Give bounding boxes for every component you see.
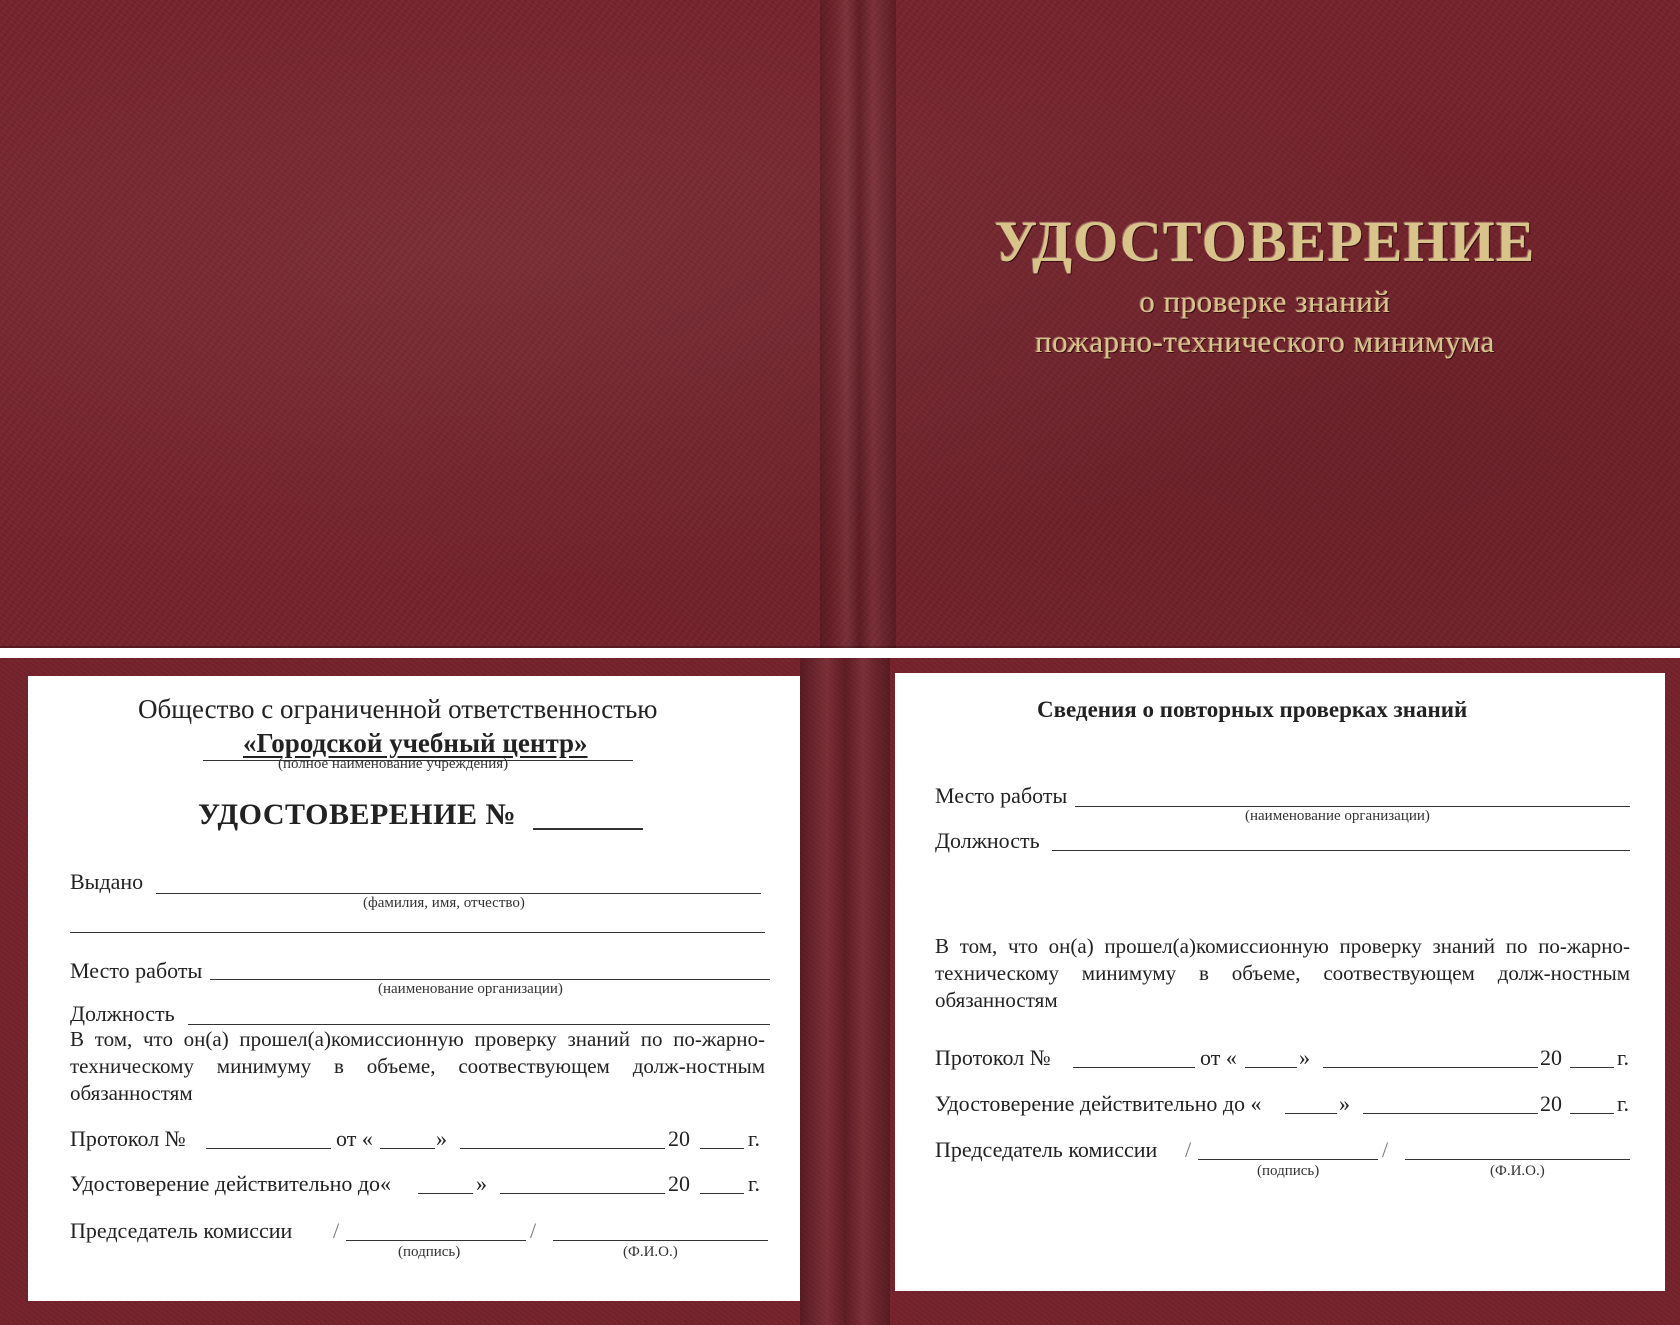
- right-page: [895, 673, 1665, 1291]
- right-protocol-year-suffix: г.: [1617, 1045, 1630, 1070]
- repeat-checks-heading: Сведения о повторных проверках знаний: [1037, 697, 1468, 722]
- right-workplace-label: Место работы: [935, 783, 1068, 808]
- right-valid-quote-close: »: [1339, 1091, 1350, 1116]
- right-protocol-day-field[interactable]: [1245, 1067, 1297, 1068]
- valid-year-field[interactable]: [700, 1193, 744, 1194]
- check-paragraph: В том, что он(а) прошел(а)комиссионную проверку знаний по по-жарно-техническому минимуму в объеме, соотвествующем долж-ностным обязанностям: [70, 1027, 765, 1105]
- cover-spine: [820, 0, 896, 648]
- left-page: [28, 676, 800, 1301]
- certificate-cover: [0, 0, 1680, 648]
- workplace-label: Место работы: [70, 958, 203, 983]
- right-check-paragraph: В том, что он(а) прошел(а)комиссионную проверку знаний по по-жарно-техническому минимуму в объеме, соотвествующем долж-ностным обязанностям: [935, 934, 1630, 1012]
- right-chairman-slash-2: /: [1382, 1137, 1389, 1162]
- protocol-number-field[interactable]: [206, 1148, 331, 1149]
- workplace-caption: (наименование организации): [378, 981, 563, 997]
- org-name: «Городской учебный центр»: [243, 728, 588, 758]
- right-protocol-year-prefix: 20: [1540, 1045, 1562, 1070]
- right-fio-caption: (Ф.И.О.): [1490, 1163, 1545, 1179]
- valid-year-prefix: 20: [668, 1171, 690, 1196]
- protocol-year-field[interactable]: [700, 1148, 744, 1149]
- doc-number-field[interactable]: [533, 828, 643, 830]
- valid-quote-close: »: [476, 1171, 487, 1196]
- right-protocol-year-field[interactable]: [1570, 1067, 1614, 1068]
- chairman-label: Председатель комиссии: [70, 1218, 293, 1243]
- right-valid-year-prefix: 20: [1540, 1091, 1562, 1116]
- right-position-label: Должность: [935, 828, 1040, 853]
- protocol-day-field[interactable]: [380, 1148, 435, 1149]
- issued-field[interactable]: [156, 893, 761, 894]
- chairman-signature-field[interactable]: [346, 1240, 526, 1241]
- right-valid-year-field[interactable]: [1570, 1113, 1614, 1114]
- inside-spine: [800, 658, 890, 1325]
- issued-caption: (фамилия, имя, отчество): [363, 895, 525, 911]
- right-chairman-label: Председатель комиссии: [935, 1137, 1158, 1162]
- cover-title: УДОСТОВЕРЕНИЕ: [994, 209, 1536, 274]
- protocol-label: Протокол №: [70, 1126, 186, 1151]
- valid-until-label: Удостоверение действительно до«: [70, 1171, 392, 1196]
- right-valid-month-field[interactable]: [1363, 1113, 1538, 1114]
- right-chairman-slash-1: /: [1185, 1137, 1192, 1162]
- workplace-field[interactable]: [210, 979, 770, 980]
- right-protocol-number-field[interactable]: [1073, 1067, 1195, 1068]
- protocol-quote-close: »: [436, 1126, 447, 1151]
- cover-title-block: [935, 210, 1595, 362]
- right-valid-until-label: Удостоверение действительно до «: [935, 1091, 1262, 1116]
- doc-title: УДОСТОВЕРЕНИЕ №: [198, 798, 517, 831]
- valid-year-suffix: г.: [748, 1171, 761, 1196]
- issued-label: Выдано: [70, 869, 144, 894]
- fio-caption: (Ф.И.О.): [623, 1244, 678, 1260]
- chairman-fio-field[interactable]: [553, 1240, 768, 1241]
- org-caption: (полное наименование учреждения): [278, 756, 509, 772]
- protocol-year-suffix: г.: [748, 1126, 761, 1151]
- right-chairman-signature-field[interactable]: [1198, 1159, 1378, 1160]
- right-valid-day-field[interactable]: [1285, 1113, 1337, 1114]
- right-workplace-field[interactable]: [1075, 806, 1630, 807]
- chairman-slash-2: /: [530, 1218, 537, 1243]
- signature-caption: (подпись): [398, 1244, 461, 1260]
- position-field[interactable]: [188, 1024, 770, 1025]
- protocol-month-field[interactable]: [460, 1148, 665, 1149]
- issued-field-line2[interactable]: [70, 932, 765, 933]
- right-protocol-label: Протокол №: [935, 1045, 1051, 1070]
- right-workplace-caption: (наименование организации): [1245, 808, 1430, 824]
- right-signature-caption: (подпись): [1257, 1163, 1320, 1179]
- org-type: Общество с ограниченной ответственностью: [138, 694, 658, 724]
- right-chairman-fio-field[interactable]: [1405, 1159, 1630, 1160]
- cover-subtitle-line1: о проверке знаний: [1139, 284, 1391, 319]
- right-protocol-quote-close: »: [1299, 1045, 1310, 1070]
- valid-month-field[interactable]: [500, 1193, 665, 1194]
- certificate-inside: [0, 658, 1680, 1325]
- position-label: Должность: [70, 1001, 175, 1026]
- right-position-field[interactable]: [1052, 850, 1630, 851]
- right-valid-year-suffix: г.: [1617, 1091, 1630, 1116]
- chairman-slash-1: /: [333, 1218, 340, 1243]
- right-protocol-month-field[interactable]: [1323, 1067, 1538, 1068]
- protocol-year-prefix: 20: [668, 1126, 690, 1151]
- valid-day-field[interactable]: [418, 1193, 473, 1194]
- cover-subtitle-line2: пожарно-технического минимума: [1035, 324, 1495, 359]
- protocol-from-label: от «: [336, 1126, 373, 1151]
- right-protocol-from-label: от «: [1200, 1045, 1237, 1070]
